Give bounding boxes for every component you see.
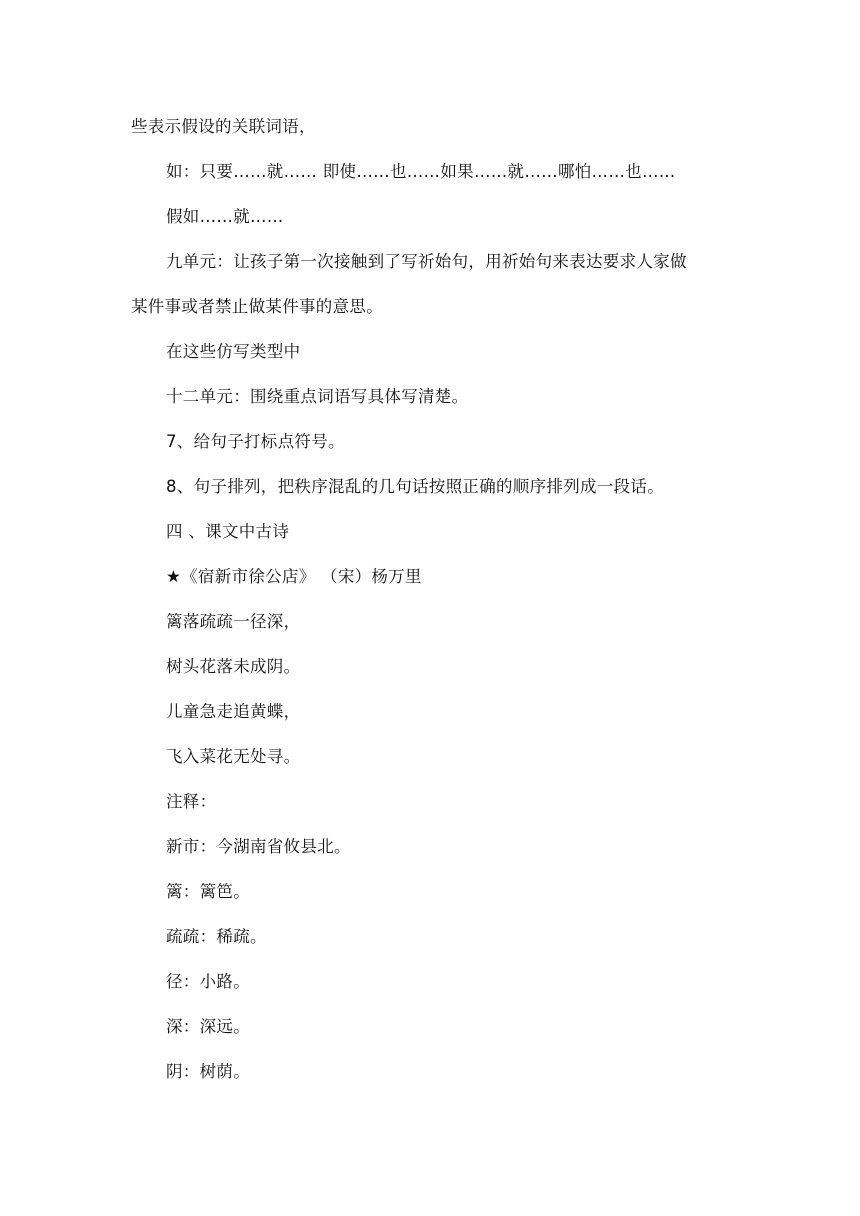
poem-line: 树头花落未成阴。 [166,657,301,676]
poem-line: 儿童急走追黄蝶， [166,702,301,721]
text-line: 某件事或者禁止做某件事的意思。 [131,297,383,316]
text-line: 九单元：让孩子第一次接触到了写祈始句，用祈始句来表达要求人家做 [166,252,687,271]
text-line: 些表示假设的关联词语， [131,117,316,136]
note-item: 深：深远。 [166,1017,250,1036]
note-item: 新市：今湖南省攸县北。 [166,837,351,856]
note-item: 阴：树荫。 [166,1062,250,1081]
note-item: 疏疏：稀疏。 [166,927,267,946]
note-item: 篱：篱笆。 [166,882,250,901]
text-line: 8、句子排列，把秩序混乱的几句话按照正确的顺序排列成一段话。 [166,477,664,496]
poem-line: 飞入菜花无处寻。 [166,747,301,766]
text-line: 假如……就…… [166,207,284,226]
text-line: 十二单元：围绕重点词语写具体写清楚。 [166,387,469,406]
text-line: 7、给句子打标点符号。 [166,432,345,451]
poem-title: ★《宿新市徐公店》 （宋）杨万里 [166,567,422,586]
text-line: 如：只要……就…… 即使……也……如果……就……哪怕……也…… [166,162,676,181]
poem-line: 篱落疏疏一径深， [166,612,301,631]
notes-heading: 注释： [166,792,217,811]
section-heading: 四 、课文中古诗 [166,522,290,541]
note-item: 径：小路。 [166,972,250,991]
text-line: 在这些仿写类型中 [166,342,301,361]
